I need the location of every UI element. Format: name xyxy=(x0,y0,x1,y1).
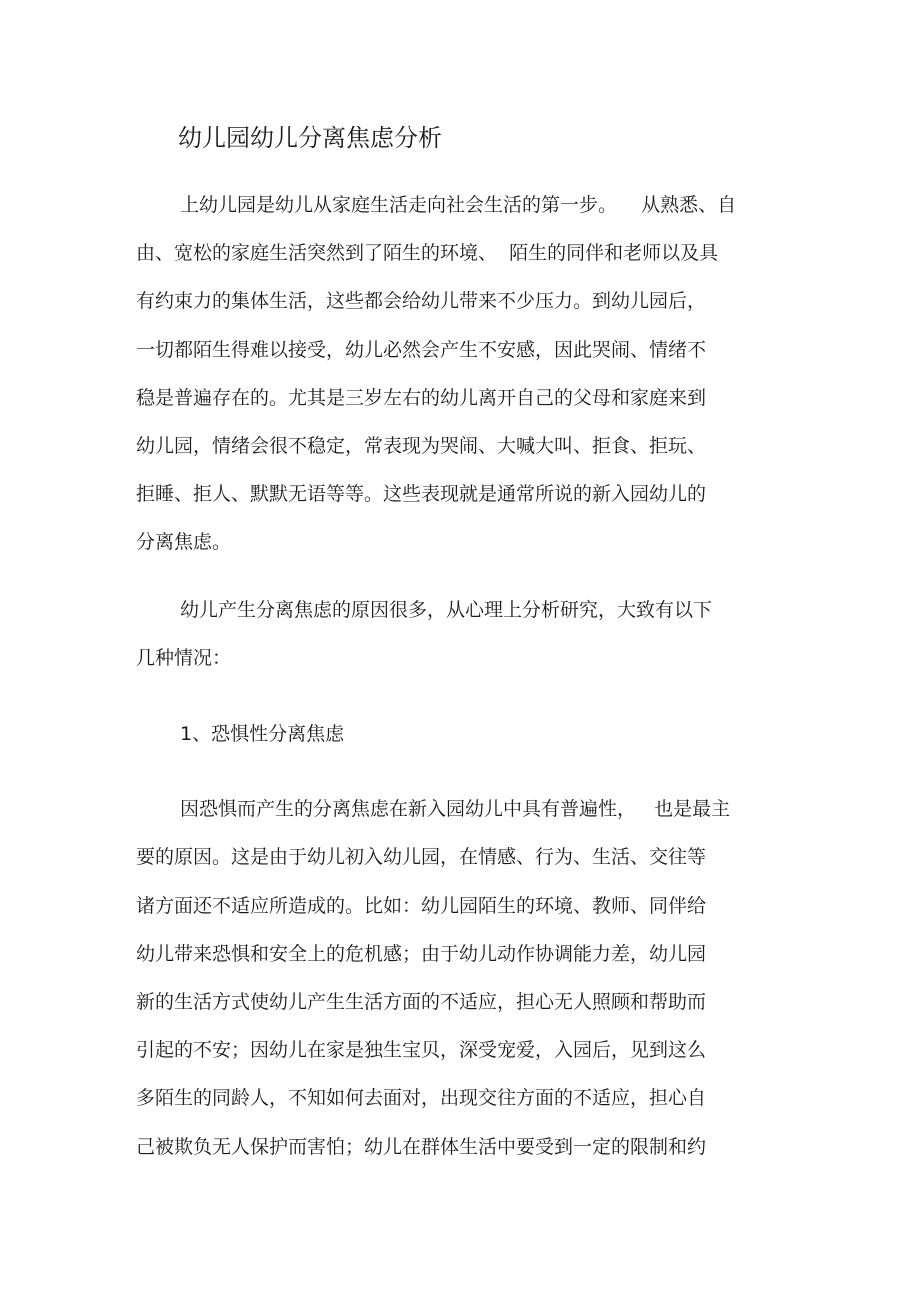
document-title: 幼儿园幼儿分离焦虑分析 xyxy=(178,124,442,152)
text-line: 引起的不安；因幼儿在家是独生宝贝，深受宠爱，入园后，见到这么 xyxy=(136,1039,707,1061)
text-line: 几种情况： xyxy=(136,647,232,669)
text-line: 幼儿带来恐惧和安全上的危机感；由于幼儿动作协调能力差，幼儿园 xyxy=(136,943,707,965)
text-line: 新的生活方式使幼儿产生生活方面的不适应，担心无人照顾和帮助而 xyxy=(136,991,707,1013)
text-line: 幼儿园，情绪会很不稳定，常表现为哭闹、大喊大叫、拒食、拒玩、 xyxy=(136,435,707,457)
text-line: 一切都陌生得难以接受，幼儿必然会产生不安感，因此哭闹、情绪不 xyxy=(136,339,707,361)
section-heading: 1、恐惧性分离焦虑 xyxy=(180,723,345,745)
text-line: 分离焦虑。 xyxy=(136,531,232,553)
text-line: 由、宽松的家庭生活突然到了陌生的环境、 陌生的同伴和老师以及具 xyxy=(136,242,719,264)
text-line: 上幼儿园是幼儿从家庭生活走向社会生活的第一步。 从熟悉、自 xyxy=(180,194,737,216)
text-line: 因恐惧而产生的分离焦虑在新入园幼儿中具有普遍性， 也是最主 xyxy=(180,798,731,820)
text-line: 稳是普遍存在的。尤其是三岁左右的幼儿离开自己的父母和家庭来到 xyxy=(136,387,707,409)
text-line: 拒睡、拒人、默默无语等等。这些表现就是通常所说的新入园幼儿的 xyxy=(136,483,707,505)
text-line: 诸方面还不适应所造成的。比如：幼儿园陌生的环境、教师、同伴给 xyxy=(136,895,707,917)
text-line: 幼儿产生分离焦虑的原因很多，从心理上分析研究，大致有以下 xyxy=(180,599,713,621)
text-line: 有约束力的集体生活，这些都会给幼儿带来不少压力。到幼儿园后， xyxy=(136,290,707,312)
text-line: 要的原因。这是由于幼儿初入幼儿园，在情感、行为、生活、交往等 xyxy=(136,846,707,868)
text-line: 多陌生的同龄人，不知如何去面对，出现交往方面的不适应，担心自 xyxy=(136,1087,707,1109)
text-line: 己被欺负无人保护而害怕；幼儿在群体生活中要受到一定的限制和约 xyxy=(136,1136,707,1158)
